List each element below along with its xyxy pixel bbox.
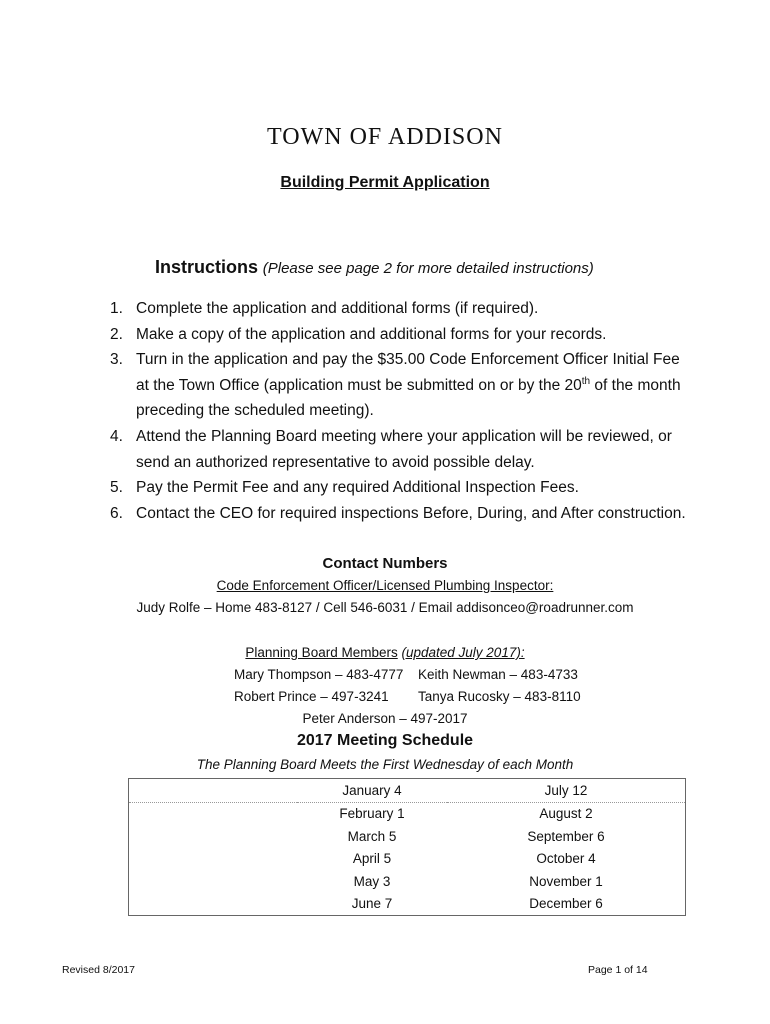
page-number: Page 1 of 14 — [588, 964, 648, 976]
ordinal-suffix: th — [581, 375, 591, 387]
meeting-date: July 12 — [447, 779, 686, 803]
step-number: 5. — [110, 479, 123, 497]
meeting-date: September 6 — [527, 828, 605, 844]
meeting-date: June 7 — [351, 896, 393, 912]
board-member: Robert Prince – 497-3241 — [234, 689, 389, 704]
list-item — [110, 501, 690, 527]
meeting-date: October 4 — [536, 851, 596, 867]
schedule-heading: 2017 Meeting Schedule — [296, 732, 474, 749]
list-item — [110, 296, 690, 322]
meeting-date: December 6 — [529, 896, 603, 912]
ceo-contact-line: Judy Rolfe – Home 483-8127 / Cell 546-6031 / Email addisonceo@roadrunner.com — [136, 600, 634, 615]
schedule-subheading: The Planning Board Meets the First Wednesday of each Month — [196, 757, 574, 772]
table-row — [129, 825, 686, 848]
step-text: Pay the Permit Fee and any required Additional Inspection Fees. — [136, 479, 579, 497]
step-text: Complete the application and additional forms (if required). — [136, 300, 539, 317]
instructions-label: Instructions — [155, 257, 259, 277]
meeting-date: February 1 — [339, 806, 405, 822]
ceo-label: Code Enforcement Officer/Licensed Plumbing Inspector: — [216, 578, 554, 593]
step-text: Make a copy of the application and additional forms for your records. — [136, 325, 607, 343]
instructions-heading — [155, 257, 594, 278]
meeting-date: May 3 — [353, 873, 391, 889]
board-member: Keith Newman – 483-4733 — [418, 667, 578, 682]
revised-date: Revised 8/2017 — [62, 964, 135, 976]
form-subtitle: Building Permit Application — [280, 174, 490, 191]
step-number: 3. — [110, 351, 123, 369]
table-row — [129, 893, 686, 916]
list-item — [110, 347, 690, 424]
board-member: Peter Anderson – 497-2017 — [302, 711, 468, 726]
board-updated-note: (updated July 2017): — [401, 645, 525, 660]
board-member: Tanya Rucosky – 483-8110 — [418, 689, 581, 704]
table-row — [129, 870, 686, 893]
step-text: Contact the CEO for required inspections Before, During, and After construction. — [136, 504, 686, 522]
meeting-date: August 2 — [539, 806, 593, 822]
meeting-date: November 1 — [529, 873, 603, 889]
meeting-date: January 4 — [297, 779, 447, 803]
table-row — [129, 848, 686, 871]
step-number: 1. — [110, 300, 123, 317]
instructions-note: (Please see page 2 for more detailed instructions) — [262, 260, 594, 277]
step-number: 2. — [110, 325, 123, 343]
contact-numbers-heading: Contact Numbers — [322, 555, 448, 572]
list-item — [110, 322, 690, 348]
step-text-continued: of the month preceding the scheduled meeting). — [136, 376, 681, 420]
step-number: 4. — [110, 427, 123, 445]
meeting-schedule-table — [128, 778, 686, 916]
board-member: Mary Thompson – 483-4777 — [234, 667, 404, 682]
step-number: 6. — [110, 504, 123, 522]
board-members-heading — [0, 645, 770, 660]
table-row — [129, 779, 686, 803]
meeting-date: April 5 — [352, 851, 392, 867]
table-row — [129, 802, 686, 825]
step-text: Turn in the application and pay the $35.00 Code Enforcement Officer Initial Fee at the Town Office (application must be submitted on or by the 20 — [136, 351, 680, 394]
list-item — [110, 475, 690, 501]
list-item — [110, 424, 690, 475]
meeting-date: March 5 — [347, 828, 397, 844]
board-members-label: Planning Board Members — [245, 645, 398, 660]
step-text: Attend the Planning Board meeting where your application will be reviewed, or send an authorized representative to avoid possible delay. — [136, 427, 672, 471]
instructions-list — [110, 296, 690, 526]
page-title: TOWN OF ADDISON — [267, 124, 503, 150]
